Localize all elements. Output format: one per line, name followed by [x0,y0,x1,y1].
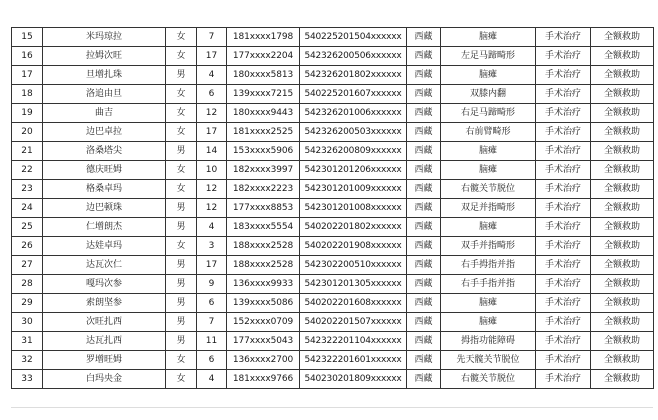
region-cell: 西藏 [407,28,441,47]
row-number-cell: 32 [12,351,43,370]
age-cell: 3 [197,237,227,256]
patient-name-cell: 达瓦次仁 [43,256,166,275]
age-cell: 6 [197,85,227,104]
sex-cell: 女 [166,47,197,66]
region-cell: 西藏 [407,199,441,218]
region-cell: 西藏 [407,104,441,123]
table-row [12,47,654,66]
aid-type-cell: 全额救助 [591,351,654,370]
patient-name-cell: 白玛央金 [43,370,166,389]
sex-cell: 男 [166,275,197,294]
patient-name-cell: 旦增扎珠 [43,66,166,85]
region-cell: 西藏 [407,370,441,389]
patient-name-cell: 达娃卓玛 [43,237,166,256]
id-number-cell: 540202201802xxxxxx [300,218,407,237]
roster-body [12,28,654,389]
diagnosis-cell: 脑瘫 [441,218,536,237]
row-number-cell: 20 [12,123,43,142]
treatment-cell: 手术治疗 [536,104,591,123]
phone-cell: 180xxxx9443 [227,104,300,123]
row-number-cell: 17 [12,66,43,85]
age-cell: 9 [197,275,227,294]
treatment-cell: 手术治疗 [536,199,591,218]
aid-type-cell: 全额救助 [591,370,654,389]
aid-type-cell: 全额救助 [591,218,654,237]
phone-cell: 177xxxx2204 [227,47,300,66]
treatment-cell: 手术治疗 [536,142,591,161]
sex-cell: 男 [166,66,197,85]
table-row [12,142,654,161]
phone-cell: 182xxxx2223 [227,180,300,199]
aid-type-cell: 全额救助 [591,275,654,294]
region-cell: 西藏 [407,161,441,180]
diagnosis-cell: 拇指功能障碍 [441,332,536,351]
phone-cell: 136xxxx9933 [227,275,300,294]
diagnosis-cell: 先天髋关节脱位 [441,351,536,370]
diagnosis-cell: 双手并指畸形 [441,237,536,256]
treatment-cell: 手术治疗 [536,370,591,389]
treatment-cell: 手术治疗 [536,161,591,180]
table-row [12,294,654,313]
row-number-cell: 16 [12,47,43,66]
region-cell: 西藏 [407,275,441,294]
treatment-cell: 手术治疗 [536,313,591,332]
sex-cell: 女 [166,351,197,370]
age-cell: 7 [197,28,227,47]
id-number-cell: 542301201008xxxxxx [300,199,407,218]
phone-cell: 177xxxx5043 [227,332,300,351]
patient-name-cell: 洛追由旦 [43,85,166,104]
region-cell: 西藏 [407,180,441,199]
diagnosis-cell: 左足马蹄畸形 [441,47,536,66]
patient-name-cell: 曲吉 [43,104,166,123]
id-number-cell: 542326200809xxxxxx [300,142,407,161]
id-number-cell: 542326201802xxxxxx [300,66,407,85]
phone-cell: 177xxxx8853 [227,199,300,218]
treatment-cell: 手术治疗 [536,275,591,294]
table-row [12,218,654,237]
patient-name-cell: 次旺扎西 [43,313,166,332]
phone-cell: 181xxxx1798 [227,28,300,47]
row-number-cell: 19 [12,104,43,123]
table-row [12,66,654,85]
treatment-cell: 手术治疗 [536,256,591,275]
age-cell: 7 [197,313,227,332]
id-number-cell: 542301201206xxxxxx [300,161,407,180]
id-number-cell: 542326200506xxxxxx [300,47,407,66]
id-number-cell: 542301201009xxxxxx [300,180,407,199]
diagnosis-cell: 右髋关节脱位 [441,180,536,199]
sex-cell: 男 [166,332,197,351]
phone-cell: 188xxxx2528 [227,237,300,256]
treatment-cell: 手术治疗 [536,85,591,104]
aid-type-cell: 全额救助 [591,123,654,142]
sex-cell: 女 [166,104,197,123]
patient-name-cell: 拉姆次旺 [43,47,166,66]
table-row [12,28,654,47]
age-cell: 17 [197,256,227,275]
id-number-cell: 542322201104xxxxxx [300,332,407,351]
patient-name-cell: 格桑卓玛 [43,180,166,199]
sex-cell: 女 [166,28,197,47]
age-cell: 12 [197,180,227,199]
id-number-cell: 540202201608xxxxxx [300,294,407,313]
phone-cell: 139xxxx7215 [227,85,300,104]
row-number-cell: 25 [12,218,43,237]
age-cell: 12 [197,199,227,218]
row-number-cell: 21 [12,142,43,161]
phone-cell: 182xxxx3997 [227,161,300,180]
row-number-cell: 30 [12,313,43,332]
phone-cell: 181xxxx9766 [227,370,300,389]
table-row [12,161,654,180]
region-cell: 西藏 [407,123,441,142]
phone-cell: 181xxxx2525 [227,123,300,142]
id-number-cell: 540230201809xxxxxx [300,370,407,389]
sex-cell: 女 [166,161,197,180]
phone-cell: 153xxxx5906 [227,142,300,161]
aid-type-cell: 全额救助 [591,180,654,199]
aid-type-cell: 全额救助 [591,85,654,104]
sex-cell: 女 [166,85,197,104]
table-row [12,256,654,275]
treatment-cell: 手术治疗 [536,66,591,85]
region-cell: 西藏 [407,66,441,85]
patient-name-cell: 边巴卓拉 [43,123,166,142]
region-cell: 西藏 [407,332,441,351]
row-number-cell: 33 [12,370,43,389]
patient-name-cell: 洛桑塔尖 [43,142,166,161]
id-number-cell: 540202201908xxxxxx [300,237,407,256]
diagnosis-cell: 双膝内翻 [441,85,536,104]
treatment-cell: 手术治疗 [536,351,591,370]
row-number-cell: 15 [12,28,43,47]
treatment-cell: 手术治疗 [536,180,591,199]
aid-type-cell: 全额救助 [591,332,654,351]
table-row [12,313,654,332]
diagnosis-cell: 脑瘫 [441,142,536,161]
aid-type-cell: 全额救助 [591,47,654,66]
age-cell: 6 [197,351,227,370]
aid-type-cell: 全额救助 [591,237,654,256]
patient-name-cell: 边巴顿珠 [43,199,166,218]
treatment-cell: 手术治疗 [536,294,591,313]
table-row [12,123,654,142]
table-row [12,275,654,294]
age-cell: 4 [197,370,227,389]
patient-name-cell: 米玛琼拉 [43,28,166,47]
diagnosis-cell: 右髋关节脱位 [441,370,536,389]
age-cell: 12 [197,104,227,123]
page-bottom-divider [11,407,653,408]
age-cell: 4 [197,66,227,85]
sex-cell: 男 [166,313,197,332]
phone-cell: 183xxxx5554 [227,218,300,237]
region-cell: 西藏 [407,237,441,256]
treatment-cell: 手术治疗 [536,332,591,351]
region-cell: 西藏 [407,218,441,237]
diagnosis-cell: 脑瘫 [441,294,536,313]
diagnosis-cell: 脑瘫 [441,66,536,85]
treatment-cell: 手术治疗 [536,28,591,47]
aid-type-cell: 全额救助 [591,161,654,180]
aid-type-cell: 全额救助 [591,294,654,313]
sex-cell: 男 [166,294,197,313]
age-cell: 17 [197,47,227,66]
age-cell: 14 [197,142,227,161]
diagnosis-cell: 脑瘫 [441,161,536,180]
row-number-cell: 27 [12,256,43,275]
region-cell: 西藏 [407,351,441,370]
table-row [12,370,654,389]
diagnosis-cell: 右前臂畸形 [441,123,536,142]
aid-type-cell: 全额救助 [591,199,654,218]
id-number-cell: 540225201607xxxxxx [300,85,407,104]
sex-cell: 男 [166,256,197,275]
id-number-cell: 542326201006xxxxxx [300,104,407,123]
table-row [12,351,654,370]
patient-name-cell: 达瓦扎西 [43,332,166,351]
age-cell: 4 [197,218,227,237]
id-number-cell: 540202201507xxxxxx [300,313,407,332]
table-row [12,199,654,218]
patient-name-cell: 索朗坚参 [43,294,166,313]
phone-cell: 180xxxx5813 [227,66,300,85]
id-number-cell: 542302200510xxxxxx [300,256,407,275]
table-row [12,85,654,104]
aid-type-cell: 全额救助 [591,256,654,275]
diagnosis-cell: 双足并指畸形 [441,199,536,218]
region-cell: 西藏 [407,142,441,161]
age-cell: 11 [197,332,227,351]
diagnosis-cell: 脑瘫 [441,313,536,332]
sex-cell: 男 [166,199,197,218]
patient-name-cell: 德庆旺姆 [43,161,166,180]
sex-cell: 女 [166,370,197,389]
diagnosis-cell: 右手拇指并指 [441,256,536,275]
aid-type-cell: 全额救助 [591,104,654,123]
table-row [12,237,654,256]
patient-name-cell: 罗增旺姆 [43,351,166,370]
patient-roster-table [11,27,654,389]
row-number-cell: 28 [12,275,43,294]
table-row [12,104,654,123]
sex-cell: 男 [166,142,197,161]
row-number-cell: 24 [12,199,43,218]
phone-cell: 188xxxx2528 [227,256,300,275]
treatment-cell: 手术治疗 [536,237,591,256]
sex-cell: 女 [166,237,197,256]
row-number-cell: 26 [12,237,43,256]
diagnosis-cell: 右足马蹄畸形 [441,104,536,123]
treatment-cell: 手术治疗 [536,123,591,142]
age-cell: 17 [197,123,227,142]
phone-cell: 152xxxx0709 [227,313,300,332]
region-cell: 西藏 [407,256,441,275]
region-cell: 西藏 [407,85,441,104]
diagnosis-cell: 右手手指并指 [441,275,536,294]
id-number-cell: 540225201504xxxxxx [300,28,407,47]
region-cell: 西藏 [407,294,441,313]
row-number-cell: 29 [12,294,43,313]
age-cell: 6 [197,294,227,313]
table-row [12,180,654,199]
region-cell: 西藏 [407,47,441,66]
region-cell: 西藏 [407,313,441,332]
id-number-cell: 542326200503xxxxxx [300,123,407,142]
phone-cell: 139xxxx5086 [227,294,300,313]
aid-type-cell: 全额救助 [591,66,654,85]
treatment-cell: 手术治疗 [536,218,591,237]
table-row [12,332,654,351]
row-number-cell: 22 [12,161,43,180]
aid-type-cell: 全额救助 [591,28,654,47]
phone-cell: 136xxxx2700 [227,351,300,370]
sex-cell: 女 [166,180,197,199]
row-number-cell: 18 [12,85,43,104]
patient-name-cell: 仁增朗杰 [43,218,166,237]
patient-name-cell: 嘎玛次参 [43,275,166,294]
row-number-cell: 23 [12,180,43,199]
id-number-cell: 542301201305xxxxxx [300,275,407,294]
aid-type-cell: 全额救助 [591,142,654,161]
row-number-cell: 31 [12,332,43,351]
treatment-cell: 手术治疗 [536,47,591,66]
diagnosis-cell: 脑瘫 [441,28,536,47]
id-number-cell: 542322201601xxxxxx [300,351,407,370]
sex-cell: 女 [166,123,197,142]
age-cell: 10 [197,161,227,180]
aid-type-cell: 全额救助 [591,313,654,332]
sex-cell: 男 [166,218,197,237]
